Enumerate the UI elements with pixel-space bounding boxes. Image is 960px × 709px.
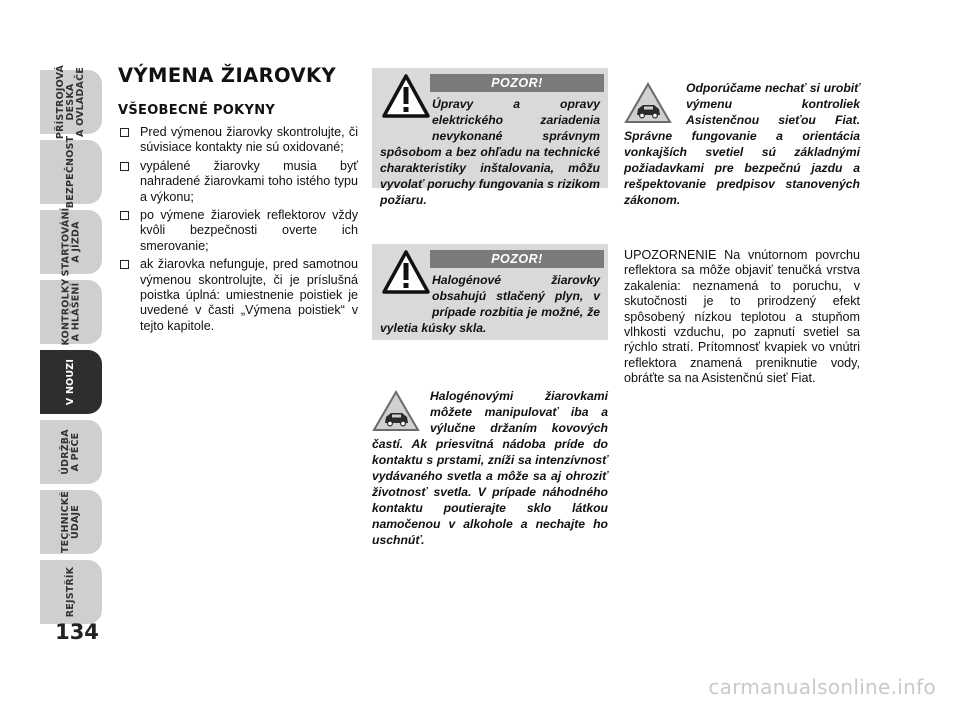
tab-label: ÚDRŽBA A PÉČE xyxy=(59,429,81,475)
list-item-text: Pred výmenou žiarovky skontrolujte, či súvisiace kontakty nie sú oxidované; xyxy=(140,125,358,155)
main-section xyxy=(118,64,358,337)
tab-label: REJSTŘÍK xyxy=(64,566,76,618)
checkbox-bullet-icon xyxy=(120,260,129,269)
tab-technicke-udaje[interactable] xyxy=(40,490,102,554)
tab-startovani[interactable] xyxy=(40,207,102,277)
checkbox-bullet-icon xyxy=(120,211,129,220)
tab-kontrolky[interactable] xyxy=(40,280,102,344)
warning-text: Úpravy a opravy elektrického zariadenia nevykonané správnym spôsobom a bez ohľadu na technické charakteristiky inštalovania, môžu vyvolať poruchy fungovania s rizikom požiaru. xyxy=(380,97,600,207)
warning-text: Halogénové žiarovky obsahujú stlačený plyn, v prípade rozbitia je možné, že vyletia kúsky skla. xyxy=(380,273,600,335)
instruction-list xyxy=(118,125,358,334)
list-item-text: ak žiarovka nefunguje, pred samotnou výmenou skontrolujte, či je príslušná poistka úplná: umiestnenie poistiek je uvedené v časti „Výmena poistiek“ v tejto kapitole. xyxy=(140,257,358,333)
note-service-recommendation xyxy=(624,80,860,208)
list-item xyxy=(118,159,358,205)
tab-udrzba[interactable] xyxy=(40,420,102,484)
list-item xyxy=(118,208,358,254)
tab-v-nouzi[interactable] xyxy=(40,350,102,414)
note-text: Odporúčame nechať si urobiť výmenu kontroliek Asistenčnou sieťou Fiat. Správne fungovanie a orientácia vonkajších svetiel sú základnými požiadavkami pre bezpečnú jazdu a rešpektovanie predpisov stanovených zákonom. xyxy=(624,81,860,207)
list-item xyxy=(118,257,358,334)
warning-box-electrical xyxy=(372,68,608,207)
tab-label: PŘÍSTROJOVÁ DESKA A OVLADAČE xyxy=(55,64,86,140)
list-item-text: po výmene žiaroviek reflektorov vždy kvôli bezpečnosti overte ich smerovanie; xyxy=(140,208,358,253)
tab-pristrojova-deska[interactable] xyxy=(40,64,102,140)
checkbox-bullet-icon xyxy=(120,128,129,137)
tab-label: TECHNICKÉ ÚDAJE xyxy=(60,490,82,554)
section-title: VÝMENA ŽIAROVKY xyxy=(118,64,337,87)
car-triangle-icon xyxy=(372,390,420,432)
note-halogen-handling xyxy=(372,388,608,548)
tab-bezpecnost[interactable] xyxy=(40,135,102,209)
list-item xyxy=(118,125,358,156)
checkbox-bullet-icon xyxy=(120,162,129,171)
list-item-text: vypálené žiarovky musia byť nahradené žiarovkami toho istého typu a výkonu; xyxy=(140,158,358,204)
tab-label: STARTOVÁNÍ A JÍZDA xyxy=(60,207,82,277)
warning-box-halogen xyxy=(372,244,608,340)
tab-label: V NOUZI xyxy=(64,358,76,406)
watermark: carmanualsonline.info xyxy=(708,675,936,699)
page-number: 134 xyxy=(55,620,99,644)
tab-label: BEZPEČNOST xyxy=(65,135,76,209)
notice-paragraph: UPOZORNENIE Na vnútornom povrchu reflektora sa môže objaviť tenučká vrstva zakalenia: neznamená to poruchu, v skutočnosti je to prirodzený efekt spôsobený nízkou teplotou a stupňom vlhkosti vzduchu, po zapnutí svetiel sa rýchlo stratí. Prítomnosť kvapiek vo vnútri reflektora znamená preniknutie vody, obráťte sa na Asistenčnú sieť Fiat. xyxy=(624,248,860,386)
section-subtitle: VŠEOBECNÉ POKYNY xyxy=(118,103,276,118)
warning-header: POZOR! xyxy=(430,74,604,92)
tab-rejstrik[interactable] xyxy=(40,560,102,624)
note-text: Halogénovými žiarovkami môžete manipulovať iba a výlučne držaním kovových častí. Ak priesvitná nádoba príde do kontaktu s prstami, zníži sa intenzívnosť vydávaného svetla a môže sa aj ohroziť životnosť svetla. V prípade náhodného kontaktu poutierajte sklo látkou namočenou v alkohole a nechajte ho uschnúť. xyxy=(372,389,608,547)
warning-header: POZOR! xyxy=(430,250,604,268)
tab-label: KONTROLKY A HLÁŠENÍ xyxy=(60,278,81,346)
car-triangle-icon xyxy=(624,82,672,124)
